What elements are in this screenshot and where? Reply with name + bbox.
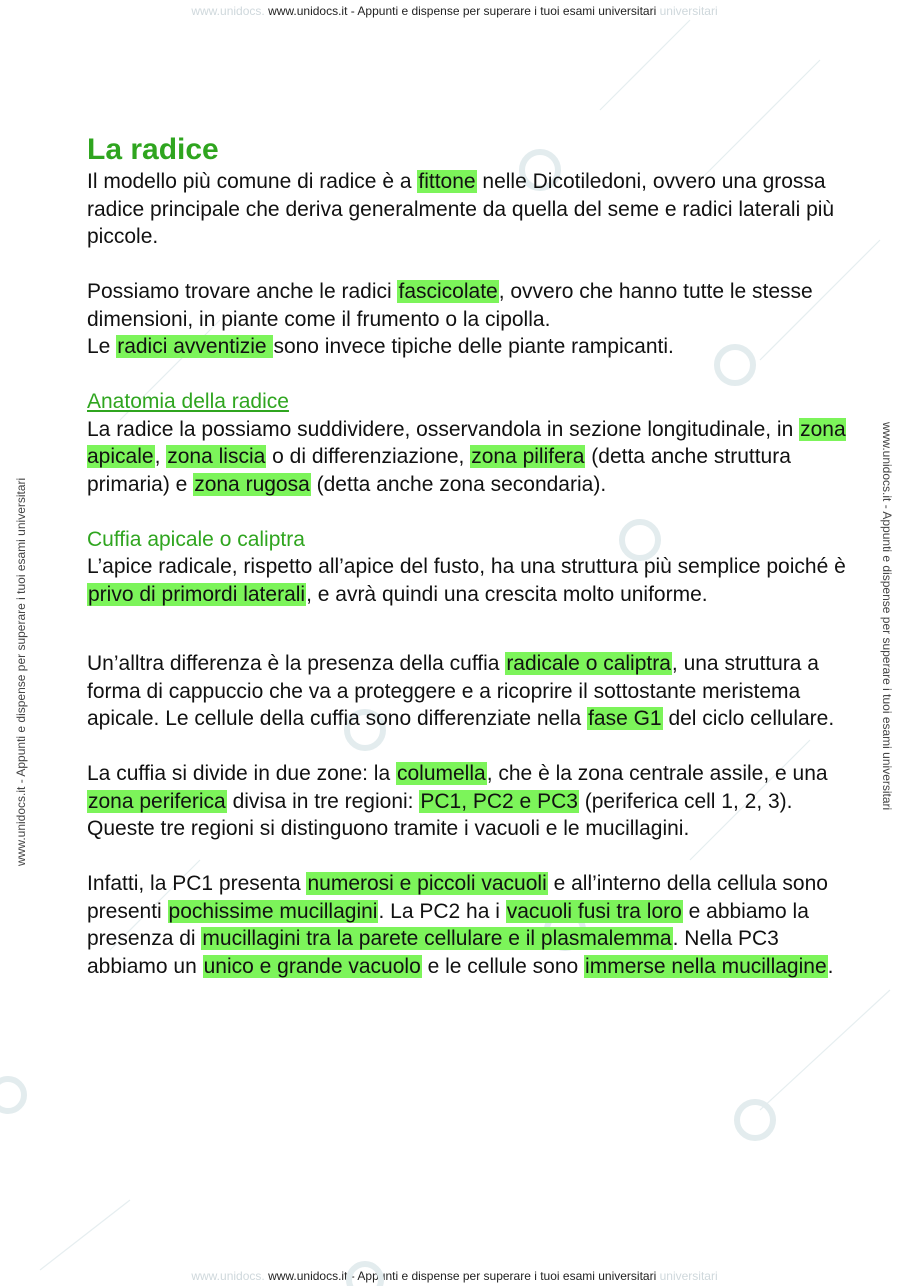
- watermark-side-right: www.unidocs.it - Appunti e dispense per superare i tuoi esami universitari: [880, 422, 894, 811]
- watermark-ghost-left: www.unidocs.: [191, 1269, 265, 1283]
- highlight: fittone: [418, 170, 476, 193]
- highlight: PC1, PC2 e PC3: [420, 789, 578, 813]
- paragraph-anatomia: La radice la possiamo suddividere, osservandola in sezione longitudinale, in zona apicale, zona liscia o di differenziazione, zona pilifera (detta anche struttura primaria) e zona rugosa (detta anche zona secondaria).: [87, 417, 846, 496]
- watermark-ghost-right: universitari: [659, 4, 718, 18]
- paragraph-zone: La cuffia si divide in due zone: la columella, che è la zona centrale assile, e una zona periferica divisa in tre regioni: PC1, PC2 e PC3 (periferica cell 1, 2, 3). Queste tre regioni si distinguono tramite i vacuoli e le mucillagini.: [87, 762, 828, 840]
- highlight: zona pilifera: [471, 445, 585, 468]
- highlight: vacuoli fusi tra loro: [506, 899, 682, 923]
- section-heading-cuffia: Cuffia apicale o caliptra: [87, 527, 305, 551]
- paragraph-pc-regioni: Infatti, la PC1 presenta numerosi e piccoli vacuoli e all’interno della cellula sono presenti pochissime mucillagini. La PC2 ha i vacuoli fusi tra loro e abbiamo la presenza di mucillagini tra la parete cellulare e il plasmalemma. Nella PC3 abbiamo un unico e grande vacuolo e le cellule sono immerse nella mucillagine.: [87, 872, 834, 978]
- highlight: mucillagini tra la parete cellulare e il plasmalemma: [202, 927, 672, 950]
- section-heading-anatomia: Anatomia della radice: [87, 390, 289, 413]
- highlight: fascicolate: [398, 280, 498, 303]
- highlight: pochissime mucillagini: [168, 899, 378, 923]
- paragraph-fascicolate: Possiamo trovare anche le radici fascicolate, ovvero che hanno tutte le stesse dimensioni, in piante come il frumento o la cipolla.: [87, 280, 813, 331]
- highlight: radici avventizie: [117, 335, 273, 358]
- highlight: radicale o caliptra: [506, 652, 671, 675]
- highlight: zona liscia: [167, 445, 266, 468]
- paragraph-avventizie: Le radici avventizie sono invece tipiche delle piante rampicanti.: [87, 335, 674, 358]
- watermark-side-left: www.unidocs.it - Appunti e dispense per superare i tuoi esami universitari: [14, 477, 28, 866]
- page-title: La radice: [87, 133, 219, 166]
- watermark-footer-text: www.unidocs.it - Appunti e dispense per superare i tuoi esami universitari: [268, 1269, 657, 1283]
- highlight: numerosi e piccoli vacuoli: [307, 872, 547, 895]
- highlight: unico e grande vacuolo: [203, 954, 421, 978]
- document-body: [87, 132, 847, 980]
- highlight: zona periferica: [88, 789, 226, 813]
- paragraph-apice: L’apice radicale, rispetto all’apice del fusto, ha una struttura più semplice poiché è privo di primordi laterali, e avrà quindi una crescita molto uniforme.: [87, 555, 846, 606]
- watermark-ghost-left: www.unidocs.: [191, 4, 265, 18]
- highlight: zona apicale: [87, 417, 846, 468]
- highlight: fase G1: [588, 707, 662, 730]
- highlight: zona rugosa: [194, 472, 310, 496]
- watermark-ghost-right: universitari: [659, 1269, 718, 1283]
- watermark-header-text: www.unidocs.it - Appunti e dispense per superare i tuoi esami universitari: [268, 4, 657, 18]
- highlight: privo di primordi laterali: [88, 582, 306, 606]
- highlight: columella: [396, 762, 486, 785]
- paragraph-cuffia: Un’alltra differenza è la presenza della cuffia radicale o caliptra, una struttura a forma di cappuccio che va a proteggere e a ricoprire il sottostante meristema apicale. Le cellule della cuffia sono differenziate nella fase G1 del ciclo cellulare.: [87, 652, 835, 730]
- paragraph-fittone: Il modello più comune di radice è a fittone nelle Dicotiledoni, ovvero una grossa radice principale che deriva generalmente da quella del seme e radici laterali più piccole.: [87, 170, 835, 248]
- highlight: immerse nella mucillagine: [585, 954, 827, 978]
